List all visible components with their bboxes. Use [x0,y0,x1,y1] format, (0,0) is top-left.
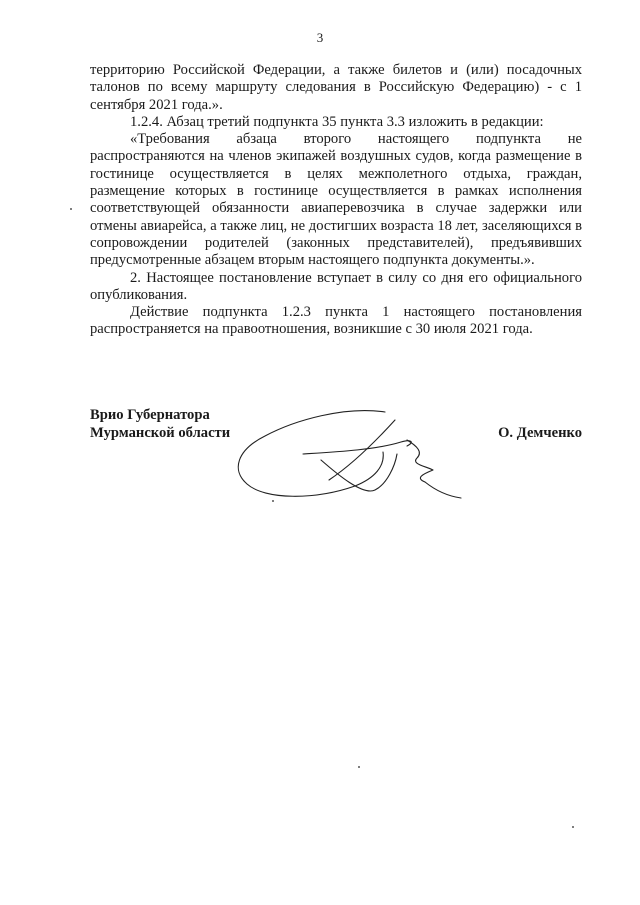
paragraph-continuation: территорию Российской Федерации, а также билетов и (или) посадочных талонов по всему маршруту следования в Российскую Федерацию) - с 1 сентября 2021 года.». [90,62,582,113]
paragraph-amendment-heading: 1.2.4. Абзац третий подпункта 35 пункта 3.3 изложить в редакции: [130,113,544,130]
scan-speck [358,766,360,768]
page-number: 3 [316,30,324,45]
paragraph-retroactive-effect: Действие подпункта 1.2.3 пункта 1 настоящего постановления распространяется на правоотношения, возникшие с 30 июля 2021 года. [90,304,582,338]
scan-speck [272,500,274,502]
paragraph-amendment-text: «Требования абзаца второго настоящего подпункта не распространяются на членов экипажей воздушных судов, когда размещение в гостинице осуществляется в целях межполетного отдыха, граждан, размещение которых в гостинице осуществляется в рамках исполнения соответствующей обязанности авиаперевозчика в случае задержки или отмены авиарейса, а также лиц, не достигших возраста 18 лет, заселяющихся в сопровождении родителей (законных представителей), предъявивших предусмотренные абзацем вторым настоящего подпункта документы.». [90,131,582,269]
signatory-title-line2: Мурманской области [90,425,231,441]
document-body [90,62,582,339]
handwritten-signature [225,400,475,515]
signatory-title-line1: Врио Губернатора [90,407,210,423]
signatory-name: О. Демченко [498,425,582,441]
paragraph-effective-date: 2. Настоящее постановление вступает в силу со дня его официального опубликования. [90,269,582,303]
scan-speck [70,208,72,210]
scan-speck [572,826,574,828]
